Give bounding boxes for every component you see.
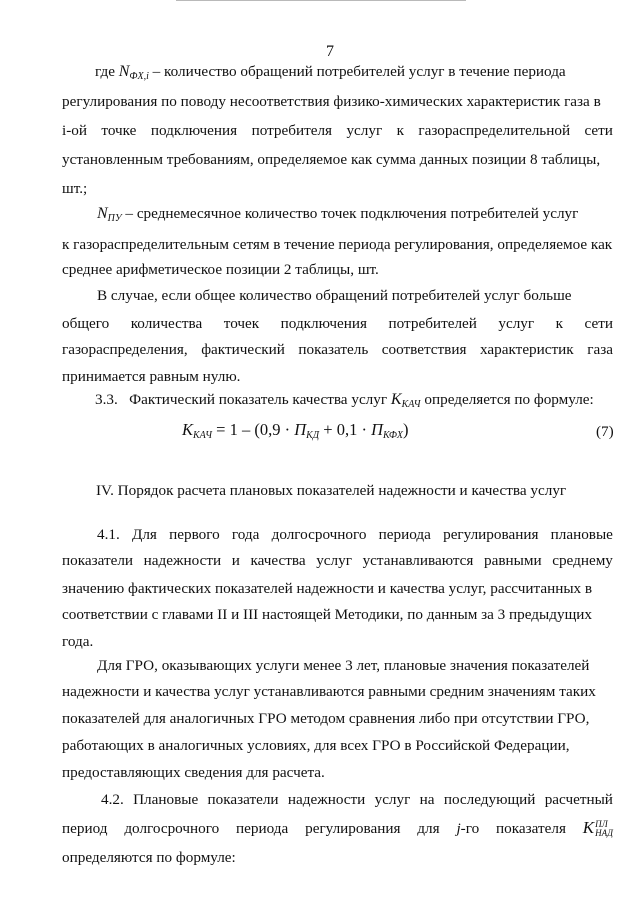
word: соответствия xyxy=(381,341,467,358)
p1-line-3 xyxy=(62,121,613,141)
p5-line-4: соответствии с главами II и III настоящей Методики, по данным за 3 предыдущих xyxy=(62,606,592,623)
word: периода xyxy=(378,526,431,543)
word: Плановые xyxy=(133,791,199,808)
word: устанавливаются xyxy=(362,552,474,569)
word: равными xyxy=(484,552,542,569)
k-kach-symbol: $K_{КАЧ}$ xyxy=(390,391,421,410)
p5-line-5: года. xyxy=(62,633,94,650)
word: потребителей xyxy=(388,315,477,332)
word: точке xyxy=(101,122,137,139)
p2-line-2: к газораспределительным сетям в течение периода регулирования, определяемое как xyxy=(62,236,613,253)
word: к xyxy=(555,315,564,332)
word: плановые xyxy=(550,526,613,543)
page-number: 7 xyxy=(326,43,334,60)
word: газораспределительной xyxy=(418,122,571,139)
word: точек xyxy=(223,315,260,332)
word: сети xyxy=(584,122,613,139)
p5-line-3: значению фактических показателей надежности и качества услуг, рассчитанных в xyxy=(62,580,593,597)
p2-line-3: среднее арифметическое позиции 2 таблицы, шт. xyxy=(62,261,379,278)
p5-line-1 xyxy=(97,525,613,545)
p6-line-4: работающих в аналогичных условиях, для всех ГРО в Российской Федерации, xyxy=(62,737,570,754)
word: общего xyxy=(62,315,110,332)
p6-line-3: показателей для аналогичных ГРО методом сравнения либо при отсутствии ГРО, xyxy=(62,710,590,727)
word: к xyxy=(396,122,404,139)
word: среднему xyxy=(552,552,613,569)
p7-line-3: определяются по формуле: xyxy=(62,849,236,866)
word: последующий xyxy=(443,791,536,808)
p3-line-1: В случае, если общее количество обращений потребителей услуг больше xyxy=(97,287,572,304)
word: 4.2. xyxy=(101,791,124,808)
word: и xyxy=(231,552,240,569)
word: качества xyxy=(250,552,306,569)
formula-number: (7) xyxy=(596,423,614,440)
word: подключения xyxy=(280,315,368,332)
word: года xyxy=(231,526,260,543)
p4-line-1: 3.3. Фактический показатель качества услуг $K_{КАЧ}$ определяется по формуле: xyxy=(95,391,594,410)
scan-edge-line xyxy=(176,0,466,1)
p3-line-3 xyxy=(62,340,613,360)
word: услуг xyxy=(498,315,535,332)
word: на xyxy=(419,791,435,808)
p1-line-4: установленным требованиям, определяемое как сумма данных позиции 8 таблицы, xyxy=(62,151,601,168)
n-fx-symbol: $N_{ФХ,i}$ xyxy=(118,63,149,82)
p1-line-1: где $N_{ФХ,i}$ – количество обращений потребителей услуг в течение периода xyxy=(95,63,566,82)
word: Для xyxy=(131,526,157,543)
p1-line-5: шт.; xyxy=(62,180,88,197)
word: услуг xyxy=(346,122,383,139)
word: характеристик xyxy=(480,341,574,358)
word: услуг xyxy=(316,552,352,569)
p5-line-2 xyxy=(62,551,613,571)
word: долгосрочного xyxy=(271,526,367,543)
word: показатель xyxy=(298,341,369,358)
word: i-ой xyxy=(62,122,87,139)
word: услуг xyxy=(374,791,411,808)
word: регулирования xyxy=(443,526,539,543)
word: показатели xyxy=(62,552,134,569)
k-plan-nad-symbol: K ПЛ НАД xyxy=(582,818,613,839)
word: газа xyxy=(587,341,613,358)
word: газораспределения, xyxy=(62,341,188,358)
word: расчетный xyxy=(544,791,613,808)
section-heading: IV. Порядок расчета плановых показателей надежности и качества услуг xyxy=(96,482,567,499)
p6-line-5: предоставляющих сведения для расчета. xyxy=(62,764,325,781)
word: надежности xyxy=(143,552,222,569)
word: подключения xyxy=(150,122,238,139)
word: надежности xyxy=(287,791,366,808)
word: фактический xyxy=(201,341,285,358)
word: показатели xyxy=(207,791,279,808)
formula-7: $K_{КАЧ} = 1 - (0,9 \cdot П_{КД} + 0,1 \cdot П_{КФХ})$ xyxy=(182,420,409,441)
p3-line-2 xyxy=(62,314,613,334)
p2-line-1: $N_{ПУ}$ – среднемесячное количество точек подключения потребителей услуг xyxy=(97,205,579,224)
n-pu-symbol: $N_{ПУ}$ xyxy=(97,205,122,224)
p6-line-1: Для ГРО, оказывающих услуги менее 3 лет, плановые значения показателей xyxy=(97,657,590,674)
word: первого xyxy=(169,526,220,543)
p3-line-4: принимается равным нулю. xyxy=(62,368,241,385)
word: 4.1. xyxy=(97,526,120,543)
word: количества xyxy=(130,315,203,332)
p7-line-2: период долгосрочного периода регулирования для j-го показателя K ПЛ НАД xyxy=(62,818,613,839)
word: потребителя xyxy=(251,122,333,139)
word: сети xyxy=(584,315,613,332)
p1-line-2: регулирования по поводу несоответствия физико-химических характеристик газа в xyxy=(62,93,601,110)
p6-line-2: надежности и качества услуг устанавливаются равными средним значениям таких xyxy=(62,683,596,700)
p7-line-1 xyxy=(101,790,613,810)
